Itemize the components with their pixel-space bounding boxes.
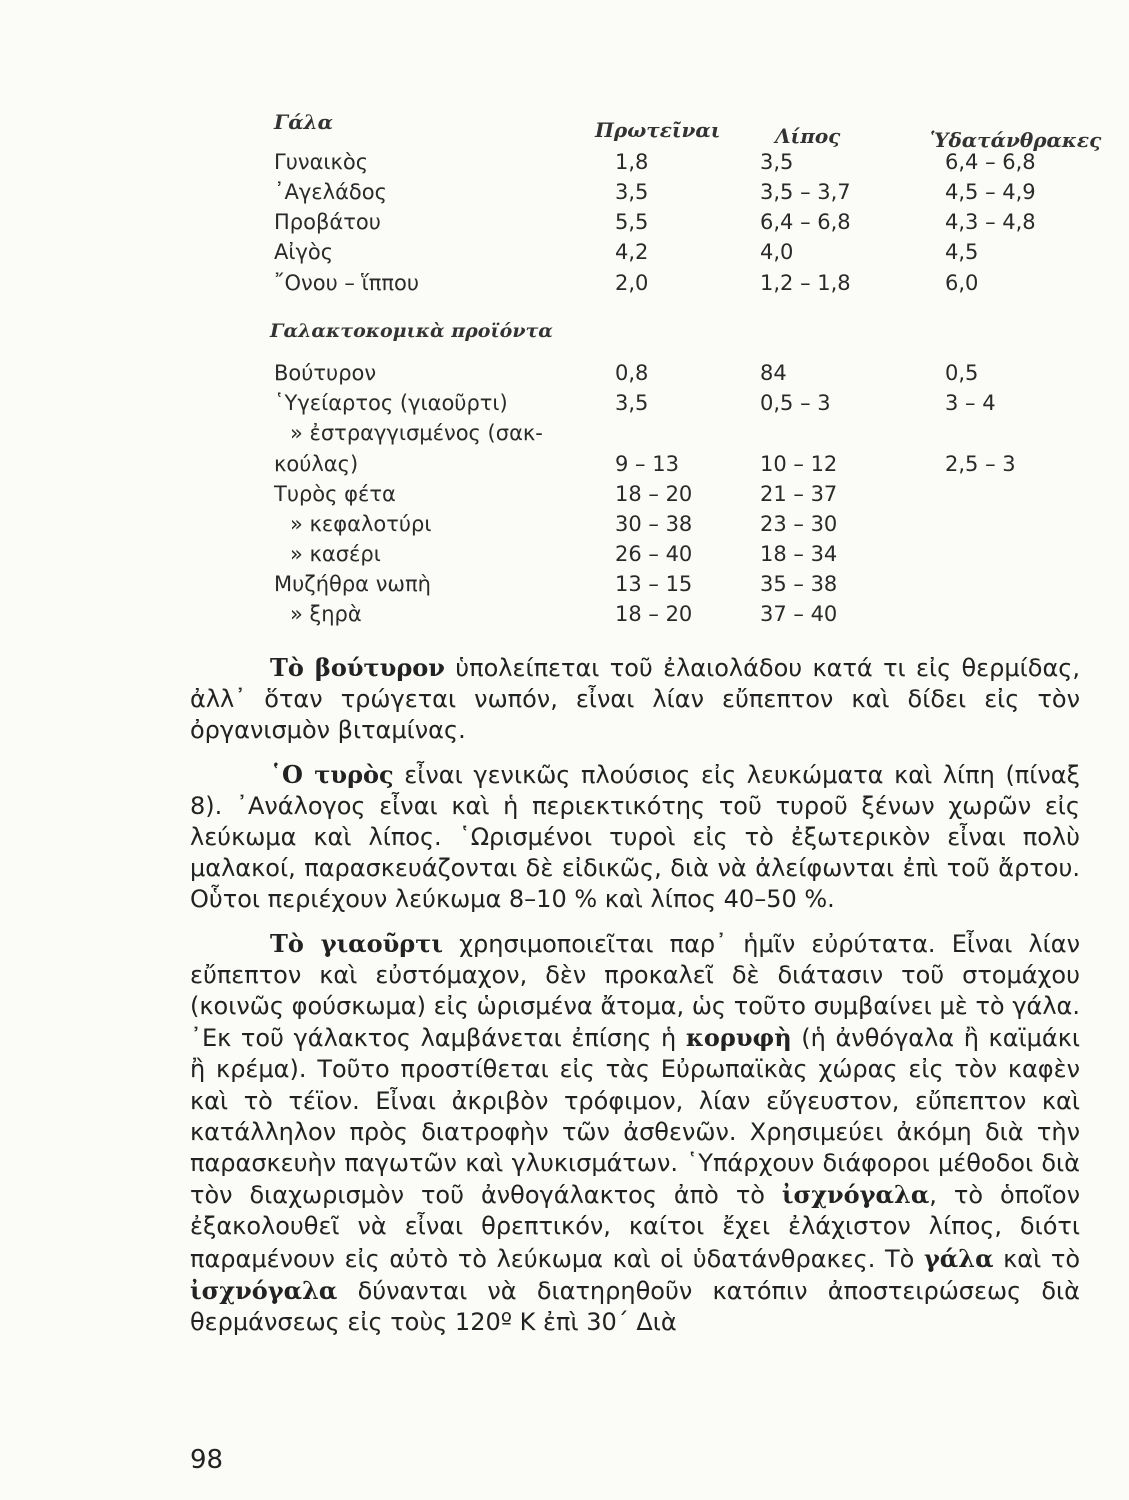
paragraph-cheese [190,759,1080,916]
cell-fat: 10 – 12 [760,452,838,476]
term-gala: γάλα [923,1243,994,1273]
paragraph-yogurt-text-e: δύνανται νὰ διατηρηθοῦν κατόπιν ἀποστειρώσεως διὰ θερμάνσεως εἰς τοὺς 120º Κ ἐπὶ 30΄ Διὰ [190,1276,1080,1337]
cell-name: » ξηρὰ [290,602,362,626]
cell-name: Γυναικὸς [274,150,369,174]
cell-fat: 0,5 – 3 [760,391,831,415]
paragraph-yogurt-text-d: καὶ τὸ [993,1244,1081,1273]
cell-carbs: 4,5 [945,240,979,264]
term-isxnogala: ἰσχνόγαλα [781,1180,930,1210]
dairy-section-title: Γαλακτοκομικὰ προϊόντα [270,320,553,342]
cell-name: » κεφαλοτύρι [290,512,432,536]
term-yogurt: Τὸ γιαοῦρτι [270,928,444,958]
term-korifi: κορυφὴ [685,1023,792,1053]
cell-fat: 35 – 38 [760,572,838,596]
table-row [0,602,1129,632]
cell-name: ῎Ονου – ἵππου [274,271,420,295]
cell-name: » κασέρι [290,542,381,566]
table-row [0,210,1129,240]
table-row [0,180,1129,210]
cell-name: Προβάτου [274,210,381,234]
cell-name: κούλας) [274,452,359,476]
paragraph-yogurt-text-a: χρησιμοποιεῖται παρ᾿ ἡμῖν εὐρύτατα. Εἶναι λίαν εὔπεπτον καὶ εὐστόμαχον, δὲν προκαλεῖ δὲ διάτασιν τοῦ στομάχου (κοινῶς φούσκωμα) εἰς ὡρισμένα ἄτομα, ὡς τοῦτο συμβαίνει μὲ τὸ γάλα. ᾿Εκ τοῦ γάλακτος λαμβάνεται ἐπίσης ἡ [190,929,1081,1053]
header-protein: Πρωτεῖναι [595,118,721,142]
term-butter: Τὸ βούτυρον [270,653,445,682]
cell-protein: 5,5 [615,210,649,234]
paragraph-cheese-text: εἶναι γενικῶς πλούσιος εἰς λευκώματα καὶ λίπη (πίναξ 8). ᾿Ανάλογος εἶναι καὶ ἡ περιεκτικότης τοῦ τυροῦ ξένων χωρῶν εἰς λεύκωμα καὶ λίπος. ῾Ωρισμένοι τυροὶ εἰς τὸ ἐξωτερικὸν εἶναι πολὺ μαλακοί, παρασκευάζονται δὲ εἰδικῶς, διὰ νὰ ἀλείφωνται ἐπὶ τοῦ ἄρτου. Οὗτοι περιέχουν λεύκωμα 8–10 % καὶ λίπος 40–50 %. [190,760,1080,914]
table-row [0,391,1129,421]
cell-protein: 4,2 [615,240,649,264]
cell-carbs: 0,5 [945,361,979,385]
page-number: 98 [190,1445,224,1475]
cell-fat: 21 – 37 [760,482,838,506]
cell-fat: 1,2 – 1,8 [760,271,851,295]
cell-carbs: 6,4 – 6,8 [945,150,1036,174]
paragraph-yogurt-text-c: , τὸ ὁποῖον ἐξακολουθεῖ νὰ εἶναι θρεπτικόν, καίτοι ἔχει ἐλάχιστον λίπος, διότι παραμένουν εἰς αὐτὸ τὸ λεύκωμα καὶ οἱ ὑδατάνθρακες. Τὸ [190,1181,1081,1273]
cell-name: ῾Υγείαρτος (γιαοῦρτι) [274,391,508,415]
cell-protein: 1,8 [615,150,649,174]
cell-protein: 9 – 13 [615,452,679,476]
header-item: Γάλα [274,110,334,134]
paragraph-butter-text: ὑπολείπεται τοῦ ἐλαιολάδου κατά τι εἰς θερμίδας, ἀλλ᾿ ὅταν τρώγεται νωπόν, εἶναι λίαν εὔπεπτον καὶ δίδει εἰς τὸν ὀργανισμὸν βιταμίνας. [190,654,1080,745]
table-row [0,240,1129,270]
paragraph-yogurt-text-b: (ἡ ἀνθόγαλα ἢ καϊμάκι ἢ κρέμα). Τοῦτο προστίθεται εἰς τὰς Εὐρωπαϊκὰς χώρας εἰς τὸν καφὲν καὶ τὸ τέϊον. Εἶναι ἀκριβὸν τρόφιμον, λίαν εὔγευστον, εὔπεπτον καὶ κατάλληλον πρὸς διατροφὴν τῶν ἀσθενῶν. Χρησιμεύει ἀκόμη διὰ τὴν παρασκευὴν παγωτῶν καὶ γλυκισμάτων. ῾Υπάρχουν διάφοροι μέθοδοι διὰ τὸν διαχωρισμὸν τοῦ ἀνθογάλακτος ἀπὸ τὸ [190,1024,1080,1210]
cell-fat: 3,5 – 3,7 [760,180,851,204]
table-row [0,421,1129,451]
cell-name: Αἰγὸς [274,240,334,264]
table-row [0,150,1129,180]
cell-carbs: 2,5 – 3 [945,452,1016,476]
cell-carbs: 4,5 – 4,9 [945,180,1036,204]
table-row [0,512,1129,542]
cell-protein: 13 – 15 [615,572,693,596]
table-row [0,361,1129,391]
cell-protein: 18 – 20 [615,482,693,506]
cell-fat: 84 [760,361,787,385]
table-row [0,482,1129,512]
cell-protein: 26 – 40 [615,542,693,566]
cell-name: ᾿Αγελάδος [274,180,387,204]
cell-fat: 37 – 40 [760,602,838,626]
term-isxnogala-2: ἰσχνόγαλα [190,1275,338,1305]
cell-protein: 2,0 [615,271,649,295]
term-cheese: ῾Ο τυρὸς [270,759,394,789]
table-row [0,271,1129,301]
table-row [0,572,1129,602]
paragraph-butter [190,652,1080,747]
cell-carbs: 3 – 4 [945,391,996,415]
table-row [0,542,1129,572]
header-carbs: Ὑδατάνθρακες [930,128,1102,152]
cell-fat: 18 – 34 [760,542,838,566]
cell-fat: 3,5 [760,150,794,174]
cell-protein: 3,5 [615,391,649,415]
cell-fat: 23 – 30 [760,512,838,536]
cell-name: Βούτυρον [274,361,377,385]
cell-protein: 30 – 38 [615,512,693,536]
header-fat: Λίπος [775,124,841,148]
cell-carbs: 4,3 – 4,8 [945,210,1036,234]
cell-protein: 0,8 [615,361,649,385]
cell-name: Μυζήθρα νωπὴ [274,572,431,596]
cell-name: Τυρὸς φέτα [274,482,396,506]
table-row [0,452,1129,482]
cell-fat: 4,0 [760,240,794,264]
body-text [190,652,1080,1338]
cell-fat: 6,4 – 6,8 [760,210,851,234]
paragraph-yogurt [190,928,1080,1339]
cell-carbs: 6,0 [945,271,979,295]
cell-protein: 18 – 20 [615,602,693,626]
cell-protein: 3,5 [615,180,649,204]
cell-name: » ἐστραγγισμένος (σακ- [290,421,543,445]
